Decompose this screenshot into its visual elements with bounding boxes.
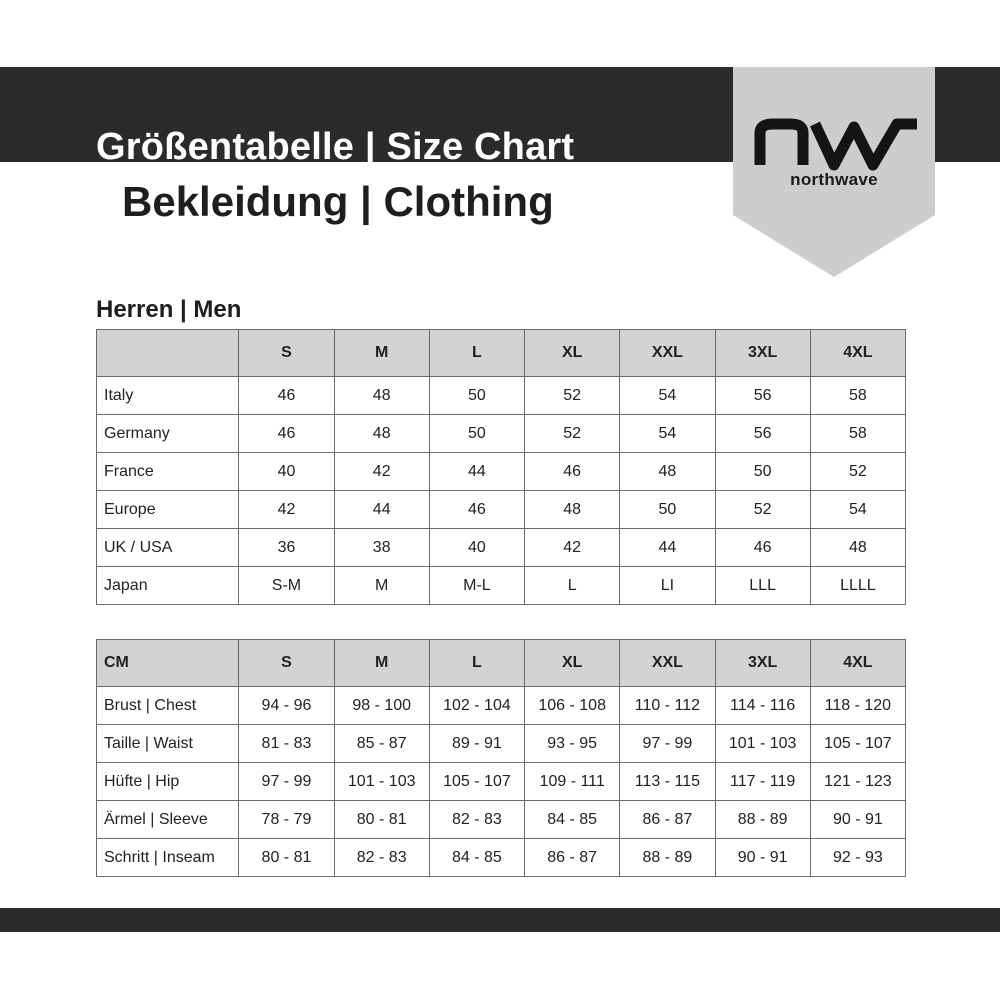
table-cell: 82 - 83	[429, 801, 524, 839]
table-cell: LLLL	[810, 567, 905, 605]
table-cell: 46	[429, 491, 524, 529]
table-cell: L	[525, 567, 620, 605]
table-row	[97, 491, 906, 529]
table-cell: 90 - 91	[810, 801, 905, 839]
table-cell: 84 - 85	[525, 801, 620, 839]
page-subtitle: Bekleidung | Clothing	[122, 178, 554, 225]
row-label: Schritt | Inseam	[97, 839, 239, 877]
table-cell: 94 - 96	[239, 687, 334, 725]
table-cell: 80 - 81	[334, 801, 429, 839]
size-header-l: L	[429, 330, 524, 377]
men-table-body	[97, 377, 906, 605]
row-label: Taille | Waist	[97, 725, 239, 763]
page-title: Größentabelle | Size Chart	[96, 126, 575, 168]
table-row	[97, 687, 906, 725]
table-cell: 93 - 95	[525, 725, 620, 763]
table-cell: 44	[620, 529, 715, 567]
table-cell: M	[334, 567, 429, 605]
table-cell: M-L	[429, 567, 524, 605]
men-size-table	[96, 329, 906, 605]
table-cell: 48	[334, 415, 429, 453]
table-header-row	[97, 330, 906, 377]
table-cell: 42	[334, 453, 429, 491]
table-cell: 42	[525, 529, 620, 567]
table-cell: 46	[239, 377, 334, 415]
table-cell: 88 - 89	[620, 839, 715, 877]
table-cell: 117 - 119	[715, 763, 810, 801]
size-header-xxl: XXL	[620, 330, 715, 377]
table-cell: 52	[810, 453, 905, 491]
table-cell: 48	[334, 377, 429, 415]
table-row	[97, 453, 906, 491]
table-cell: 78 - 79	[239, 801, 334, 839]
table-cell: 121 - 123	[810, 763, 905, 801]
table-cell: 86 - 87	[525, 839, 620, 877]
table-cell: 89 - 91	[429, 725, 524, 763]
table-row	[97, 567, 906, 605]
table-cell: 50	[429, 415, 524, 453]
table-cell: 97 - 99	[239, 763, 334, 801]
table-cell: 101 - 103	[715, 725, 810, 763]
table-cell: 81 - 83	[239, 725, 334, 763]
row-label: Germany	[97, 415, 239, 453]
table-cell: 46	[525, 453, 620, 491]
table-cell: 84 - 85	[429, 839, 524, 877]
corner-cell	[97, 330, 239, 377]
footer-band	[0, 908, 1000, 932]
table-cell: 52	[715, 491, 810, 529]
table-cell: 102 - 104	[429, 687, 524, 725]
row-label: Europe	[97, 491, 239, 529]
table-cell: 42	[239, 491, 334, 529]
table-cell: 88 - 89	[715, 801, 810, 839]
table-cell: LLL	[715, 567, 810, 605]
size-header-m: M	[334, 640, 429, 687]
table-cell: 46	[239, 415, 334, 453]
corner-cell-cm: CM	[97, 640, 239, 687]
row-label: UK / USA	[97, 529, 239, 567]
table-cell: 50	[620, 491, 715, 529]
size-header-xxl: XXL	[620, 640, 715, 687]
table-row	[97, 801, 906, 839]
size-header-m: M	[334, 330, 429, 377]
table-row	[97, 377, 906, 415]
size-header-s: S	[239, 330, 334, 377]
table-row	[97, 725, 906, 763]
table-cell: 50	[429, 377, 524, 415]
table-row	[97, 415, 906, 453]
table-cell: 52	[525, 415, 620, 453]
table-cell: 54	[620, 377, 715, 415]
size-header-4xl: 4XL	[810, 330, 905, 377]
table-cell: 86 - 87	[620, 801, 715, 839]
size-header-l: L	[429, 640, 524, 687]
table-cell: 98 - 100	[334, 687, 429, 725]
row-label: Ärmel | Sleeve	[97, 801, 239, 839]
table-cell: 109 - 111	[525, 763, 620, 801]
table-cell: 48	[525, 491, 620, 529]
logo-wordmark: northwave	[790, 170, 878, 189]
size-header-xl: XL	[525, 640, 620, 687]
table-cell: 85 - 87	[334, 725, 429, 763]
table-cell: 40	[239, 453, 334, 491]
table-cell: 36	[239, 529, 334, 567]
table-cell: 44	[334, 491, 429, 529]
row-label: Japan	[97, 567, 239, 605]
table-cell: 52	[525, 377, 620, 415]
table-cell: 48	[810, 529, 905, 567]
table-cell: LI	[620, 567, 715, 605]
table-cell: 80 - 81	[239, 839, 334, 877]
table-row	[97, 763, 906, 801]
size-header-3xl: 3XL	[715, 330, 810, 377]
table-cell: 90 - 91	[715, 839, 810, 877]
table-cell: 118 - 120	[810, 687, 905, 725]
measurements-table	[96, 639, 906, 877]
size-header-xl: XL	[525, 330, 620, 377]
table-cell: 82 - 83	[334, 839, 429, 877]
northwave-logo	[733, 67, 935, 277]
table-cell: 105 - 107	[810, 725, 905, 763]
table-row	[97, 839, 906, 877]
table-cell: 56	[715, 415, 810, 453]
row-label: Italy	[97, 377, 239, 415]
table-cell: 105 - 107	[429, 763, 524, 801]
table-cell: S-M	[239, 567, 334, 605]
table-cell: 48	[620, 453, 715, 491]
size-header-4xl: 4XL	[810, 640, 905, 687]
table-cell: 110 - 112	[620, 687, 715, 725]
table-header-row	[97, 640, 906, 687]
cm-table-body	[97, 687, 906, 877]
row-label: Hüfte | Hip	[97, 763, 239, 801]
size-header-s: S	[239, 640, 334, 687]
row-label: France	[97, 453, 239, 491]
table-cell: 44	[429, 453, 524, 491]
table-cell: 38	[334, 529, 429, 567]
table-cell: 50	[715, 453, 810, 491]
row-label: Brust | Chest	[97, 687, 239, 725]
table-cell: 114 - 116	[715, 687, 810, 725]
table-cell: 54	[810, 491, 905, 529]
table-cell: 58	[810, 415, 905, 453]
table-cell: 46	[715, 529, 810, 567]
table-cell: 113 - 115	[620, 763, 715, 801]
table-cell: 106 - 108	[525, 687, 620, 725]
table-cell: 92 - 93	[810, 839, 905, 877]
table-row	[97, 529, 906, 567]
table-cell: 101 - 103	[334, 763, 429, 801]
table-cell: 56	[715, 377, 810, 415]
size-header-3xl: 3XL	[715, 640, 810, 687]
table-cell: 54	[620, 415, 715, 453]
section-heading-men: Herren | Men	[96, 296, 242, 323]
table-cell: 97 - 99	[620, 725, 715, 763]
table-cell: 58	[810, 377, 905, 415]
table-cell: 40	[429, 529, 524, 567]
